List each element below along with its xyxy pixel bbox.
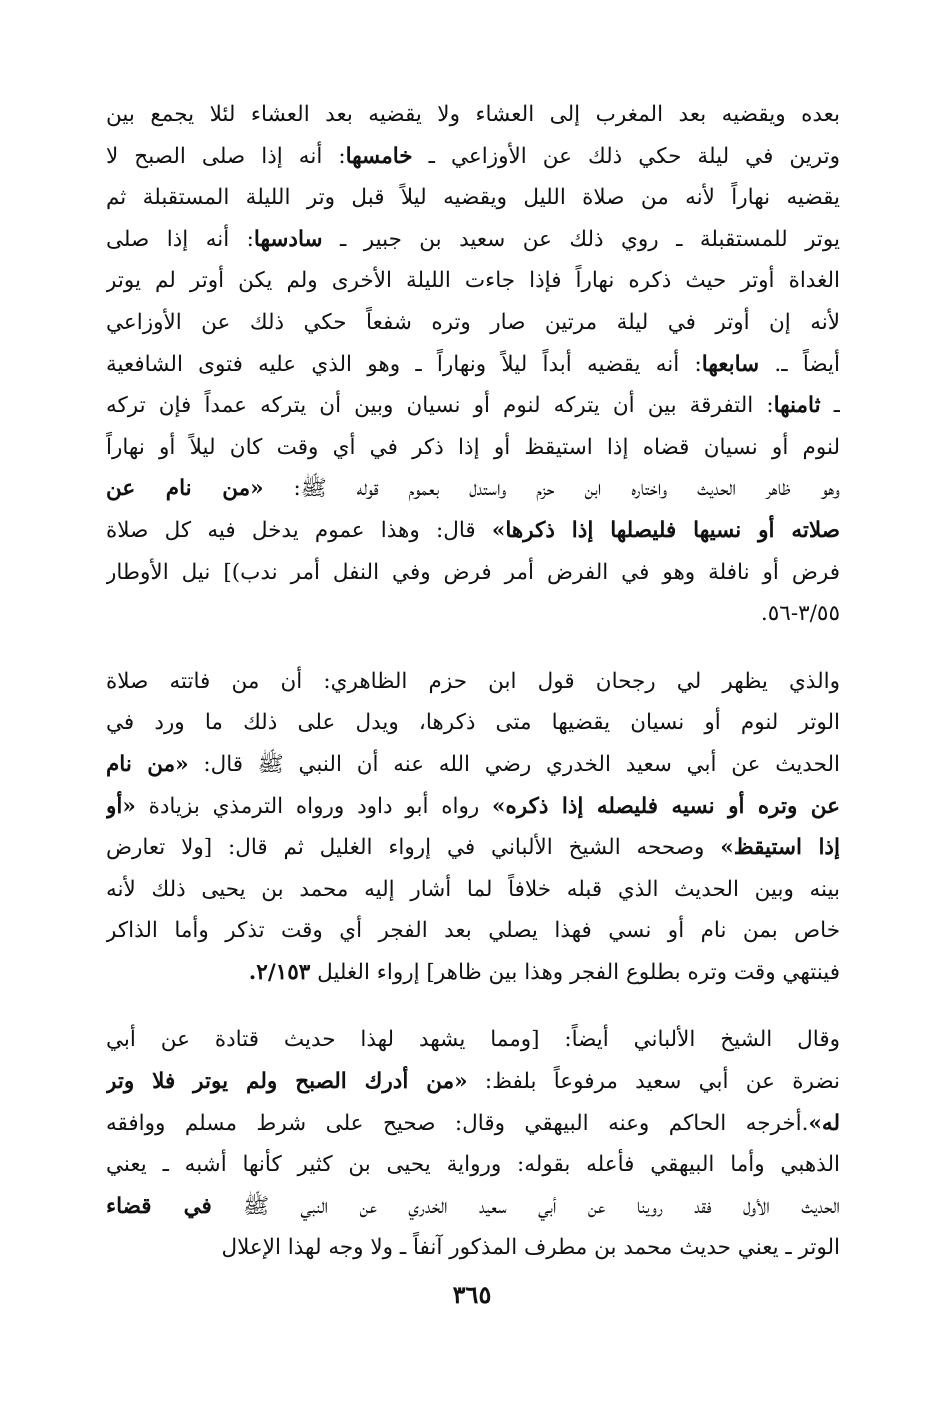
text-line bbox=[106, 1019, 840, 1061]
text-line bbox=[106, 177, 840, 219]
bold-text-run: سابعها bbox=[701, 351, 760, 377]
bold-text-run: «من نام bbox=[106, 751, 189, 777]
text-line bbox=[106, 427, 840, 469]
text-line bbox=[106, 385, 840, 427]
text-line bbox=[106, 344, 840, 386]
text-line bbox=[106, 744, 840, 786]
bold-text-run: ثامنها bbox=[773, 393, 821, 419]
bold-text-run: ٢/١٥٣. bbox=[248, 959, 311, 985]
text-line bbox=[106, 869, 840, 911]
text-line bbox=[106, 702, 840, 744]
text-run: الوتر لنوم أو نسيان يقضيها متى ذكرها، ويدل على ذلك ما ورد في bbox=[106, 710, 840, 736]
text-run: يقضيه نهاراً لأنه من صلاة الليل ويقضيه ليلاً قبل وتر الليلة المستقبلة ثم bbox=[106, 185, 840, 211]
text-line bbox=[106, 952, 840, 994]
paragraph-gap bbox=[106, 635, 840, 661]
text-line bbox=[106, 593, 840, 635]
text-run: الذهبي وأما البيهقي فأعله بقوله: ورواية يحيى بن كثير كأنها أشبه ـ يعني bbox=[106, 1152, 840, 1178]
text-run: الغداة أوتر حيث ذكره نهاراً فإذا جاءت الليلة الأخرى ولم يكن أوتر لم يوتر bbox=[106, 268, 840, 294]
text-line bbox=[106, 1144, 840, 1186]
bold-text-run: «من نام عن bbox=[106, 476, 264, 502]
text-run: وترين في ليلة حكي ذلك عن الأوزاعي ـ bbox=[412, 143, 840, 169]
text-line bbox=[106, 468, 840, 510]
bold-text-run: صلاته أو نسيها فليصلها إذا ذكرها» bbox=[491, 517, 840, 543]
text-run: يوتر للمستقبلة ـ روي ذلك عن سعيد بن جبير ـ bbox=[322, 226, 840, 252]
text-run: .أخرجه الحاكم وعنه البيهقي وقال: صحيح على شرط مسلم ووافقه bbox=[106, 1110, 809, 1136]
bold-text-run: له» bbox=[808, 1110, 840, 1136]
text-line bbox=[106, 510, 840, 552]
text-run: بينه وبين الحديث الذي قبله خلافاً لما أشار إليه محمد بن يحيى ذلك لأنه bbox=[106, 876, 840, 902]
text-run: الحديث الأول فقد روينا عن أبي سعيد الخدري عن النبي ﷺ bbox=[211, 1193, 840, 1219]
text-run: ـ bbox=[820, 393, 840, 419]
text-run: فينتهي وقت وتره بطلوع الفجر وهذا بين ظاهر] إرواء الغليل bbox=[310, 959, 840, 985]
bold-text-run: خامسها bbox=[345, 143, 413, 169]
paragraph-gap bbox=[106, 993, 840, 1019]
text-line bbox=[106, 661, 840, 703]
text-line bbox=[106, 260, 840, 302]
text-run: وصححه الشيخ الألباني في إرواء الغليل ثم قال: [ولا تعارض bbox=[106, 835, 721, 861]
page-body bbox=[106, 94, 840, 1269]
bold-text-run: إذا استيقظ» bbox=[720, 835, 840, 861]
paragraph-1 bbox=[106, 94, 840, 635]
bold-text-run: عن وتره أو نسيه فليصله إذا ذكره» bbox=[492, 793, 840, 819]
bold-text-run: سادسها bbox=[253, 226, 323, 252]
text-run: لنوم أو نسيان قضاه إذا استيقظ أو إذا ذكر في أي وقت كان ليلاً أو نهاراً bbox=[106, 434, 840, 460]
text-run: لأنه إن أوتر في ليلة مرتين صار وتره شفعاً حكي ذلك عن الأوزاعي bbox=[106, 309, 840, 335]
text-run: رواه أبو داود ورواه الترمذي بزيادة bbox=[135, 793, 493, 819]
paragraph-2 bbox=[106, 661, 840, 994]
text-run: : أنه إذا صلى الصبح لا bbox=[106, 143, 346, 169]
text-line bbox=[106, 94, 840, 136]
text-line bbox=[106, 552, 840, 594]
text-run: وهو ظاهر الحديث واختاره ابن حزم واستدل بعموم قوله ﷺ: bbox=[263, 476, 840, 502]
text-run: الوتر ـ يعني حديث محمد بن مطرف المذكور آنفاً ـ ولا وجه لهذا الإعلال bbox=[221, 1235, 840, 1261]
text-line bbox=[106, 1103, 840, 1145]
text-run: قال: وهذا عموم يدخل فيه كل صلاة bbox=[106, 517, 492, 543]
paragraph-3 bbox=[106, 1019, 840, 1269]
bold-text-run: في قضاء bbox=[106, 1193, 212, 1219]
text-line bbox=[106, 219, 840, 261]
text-run: بعده ويقضيه بعد المغرب إلى العشاء ولا يقضيه بعد العشاء لئلا يجمع بين bbox=[106, 102, 840, 127]
text-line bbox=[106, 1061, 840, 1103]
text-line bbox=[106, 136, 840, 178]
bold-text-run: «أو bbox=[106, 793, 136, 819]
text-run: نضرة عن أبي سعيد مرفوعاً بلفظ: bbox=[467, 1069, 840, 1095]
text-line bbox=[106, 786, 840, 828]
text-run: وقال الشيخ الألباني أيضاً: [ومما يشهد لهذا حديث قتادة عن أبي bbox=[106, 1027, 840, 1053]
text-line bbox=[106, 910, 840, 952]
text-run: أيضاً ـ. bbox=[759, 351, 840, 377]
text-line bbox=[106, 302, 840, 344]
text-run: خاص بمن نام أو نسي فهذا يصلي بعد الفجر أي وقت تذكر وأما الذاكر bbox=[106, 918, 840, 944]
page-number: ٣٦٥ bbox=[452, 1280, 492, 1309]
text-run: الحديث عن أبي سعيد الخدري رضي الله عنه أن النبي ﷺ قال: bbox=[188, 751, 840, 777]
text-run: ٣/٥٥-٥٦. bbox=[760, 601, 840, 627]
text-run: فرض أو نافلة وهو في الفرض أمر فرض وفي النفل أمر ندب)] نيل الأوطار bbox=[106, 559, 840, 585]
text-run: : أنه إذا صلى bbox=[106, 226, 254, 252]
text-line bbox=[106, 827, 840, 869]
text-run: : التفرقة بين أن يتركه لنوم أو نسيان وبين أن يتركه عمداً فإن تركه bbox=[106, 393, 774, 419]
text-run: : أنه يقضيه أبداً ليلاً ونهاراً ـ وهو الذي عليه فتوى الشافعية bbox=[106, 351, 702, 377]
text-run: والذي يظهر لي رجحان قول ابن حزم الظاهري: أن من فاتته صلاة bbox=[106, 668, 840, 694]
text-line bbox=[106, 1186, 840, 1228]
text-line bbox=[106, 1227, 840, 1269]
bold-text-run: «من أدرك الصبح ولم يوتر فلا وتر bbox=[106, 1069, 468, 1095]
